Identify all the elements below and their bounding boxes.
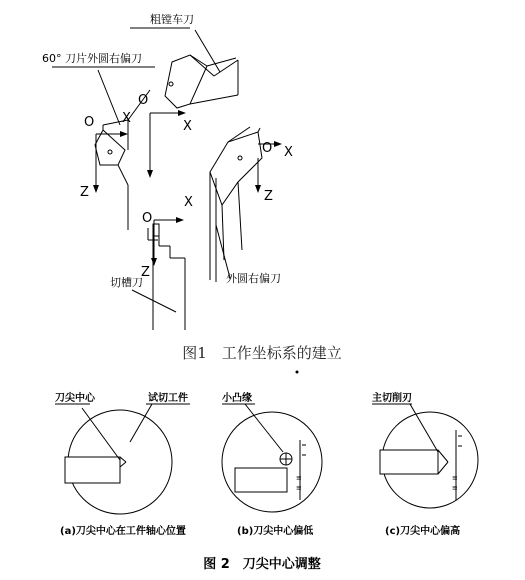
figure2-caption: 图 2 刀尖中心调整 <box>203 557 321 572</box>
label-grooving-tool: 切槽刀 <box>110 276 143 289</box>
right-offset-tool <box>210 127 262 282</box>
label-main-cutting-edge: 主切削刃 <box>372 393 412 404</box>
x-axis-label: X <box>122 111 131 126</box>
z-axis-label: Z <box>141 265 150 280</box>
arrow-down-icon <box>147 170 153 178</box>
panel-c-caption: (c)刀尖中心偏高 <box>385 526 461 537</box>
tick-mark: ≡ <box>296 484 302 492</box>
x-axis-label: X <box>284 145 293 160</box>
arrow-right-icon <box>120 131 128 137</box>
label-right-offset-tool: 外圆右偏刀 <box>226 272 281 285</box>
origin-label: O <box>84 115 95 130</box>
arrow-right-icon <box>178 110 186 116</box>
sixty-tool-axes <box>80 111 131 230</box>
origin-label: O <box>138 93 149 108</box>
label-rough-turning: 粗镗车刀 <box>150 13 194 26</box>
origin-label: O <box>142 211 153 226</box>
panel-a <box>55 391 190 537</box>
label-tool-center: 刀尖中心 <box>55 393 95 404</box>
label-sixty-degree-tool: 60° 刀片外圆右偏刀 <box>42 52 142 65</box>
label-test-workpiece: 试切工件 <box>148 393 188 404</box>
tick-mark: ≡ <box>452 484 458 492</box>
origin-label: O <box>262 141 273 156</box>
z-axis-label: Z <box>80 185 89 200</box>
panel-c <box>372 391 478 537</box>
dot-mark <box>296 371 299 374</box>
tool-bar <box>235 468 287 492</box>
z-axis-label: Z <box>264 189 273 204</box>
panel-b <box>222 391 322 537</box>
tick-mark: ≡ <box>296 474 302 482</box>
x-axis-label: X <box>183 119 192 134</box>
workpiece-circle <box>222 412 322 512</box>
x-axis-label: X <box>184 195 193 210</box>
figure1-caption: 图1 工作坐标系的建立 <box>182 344 342 362</box>
arrow-down-icon <box>151 258 157 266</box>
arrow-right-icon <box>274 141 282 147</box>
panel-a-caption: (a)刀尖中心在工件轴心位置 <box>60 526 186 537</box>
tool-bar <box>380 450 438 474</box>
tool-bar <box>65 457 120 483</box>
arrow-down-icon <box>255 185 261 193</box>
tick-mark: ≡ <box>452 474 458 482</box>
sixty-degree-tool <box>42 51 155 165</box>
arrow-down-icon <box>93 185 99 193</box>
label-small-flange: 小凸缘 <box>222 393 252 404</box>
arrow-right-icon <box>176 217 184 223</box>
panel-b-caption: (b)刀尖中心偏低 <box>237 526 314 537</box>
